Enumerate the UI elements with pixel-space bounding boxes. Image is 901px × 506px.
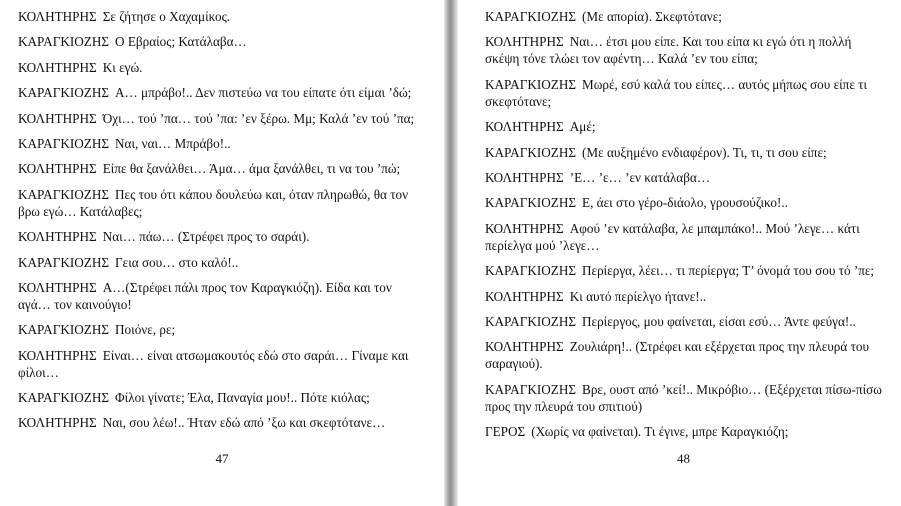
dialogue-line bbox=[18, 8, 426, 25]
speaker-name: ΚΟΛΗΤΗΡΗΣ bbox=[18, 347, 97, 363]
speaker-name: ΚΟΛΗΤΗΡΗΣ bbox=[18, 59, 97, 75]
dialogue-text: (Με αυξημένο ενδιαφέρον). Τι, τι, τι σου είπε; bbox=[582, 144, 827, 160]
speaker-name: ΚΑΡΑΓΚΙΟΖΗΣ bbox=[18, 135, 110, 151]
dialogue-text: Ναι… πάω… (Στρέφει προς το σαράι). bbox=[102, 229, 310, 245]
dialogue-line bbox=[18, 321, 426, 338]
dialogue-line bbox=[485, 8, 887, 25]
dialogue-line bbox=[18, 160, 426, 177]
dialogue-text: Κι αυτό περίελγο ήτανε!.. bbox=[569, 288, 707, 304]
dialogue-line bbox=[18, 33, 426, 50]
speaker-name: ΚΑΡΑΓΚΙΟΖΗΣ bbox=[485, 195, 577, 211]
speaker-name: ΚΑΡΑΓΚΙΟΖΗΣ bbox=[18, 186, 110, 202]
dialogue-line bbox=[18, 110, 426, 127]
dialogue-text: Ο Εβραίος; Κατάλαβα… bbox=[115, 34, 247, 50]
page-number: 47 bbox=[215, 451, 229, 466]
speaker-name: ΚΑΡΑΓΚΙΟΖΗΣ bbox=[18, 254, 110, 270]
left-page bbox=[0, 0, 444, 506]
dialogue-line bbox=[485, 169, 887, 186]
dialogue-line bbox=[18, 135, 426, 152]
speaker-name: ΚΟΛΗΤΗΡΗΣ bbox=[485, 339, 564, 355]
dialogue-line bbox=[18, 228, 426, 245]
dialogue-line bbox=[485, 33, 887, 67]
dialogue-text: Περίεργος, μου φαίνεται, είσαι εσύ… Άντε φεύγα!.. bbox=[582, 313, 856, 329]
dialogue-text: Είναι… είναι ατσωμακουτός εδώ στο σαράι… Γίναμε και φίλοι… bbox=[18, 347, 409, 380]
dialogue-text: Α…(Στρέφει πάλι προς τον Καραγκιόζη). Είδα και τον αγά… τον καινούγιο! bbox=[18, 279, 392, 312]
dialogue-text: Φίλοι γίνατε; Έλα, Παναγία μου!.. Πότε κιόλας; bbox=[115, 390, 370, 406]
dialogue-line bbox=[485, 76, 887, 110]
speaker-name: ΚΑΡΑΓΚΙΟΖΗΣ bbox=[485, 313, 577, 329]
dialogue-text: Ναι, σου λέω!.. Ήταν εδώ από ’ξω και σκεφτότανε… bbox=[102, 415, 386, 431]
dialogue-line bbox=[485, 288, 887, 305]
dialogue-text: Σε ζήτησε ο Χαχαμίκος. bbox=[102, 9, 231, 24]
dialogue-line bbox=[485, 118, 887, 135]
dialogue-text: Ζουλιάρη!.. (Στρέφει και εξέρχεται προς την πλευρά του σαραγιού). bbox=[485, 339, 869, 372]
speaker-name: ΚΟΛΗΤΗΡΗΣ bbox=[485, 220, 564, 236]
dialogue-text: Όχι… τού ’πα… τού ’πα: ’εν ξέρω. Μμ; Καλά ’εν τού ’πα; bbox=[102, 110, 415, 126]
speaker-name: ΚΟΛΗΤΗΡΗΣ bbox=[485, 34, 564, 50]
dialogue-text: Περίεργα, λέει… τι περίεργα; Τ’ όνομά του σου τό ’πε; bbox=[582, 263, 875, 279]
dialogue-line bbox=[485, 262, 887, 279]
speaker-name: ΚΑΡΑΓΚΙΟΖΗΣ bbox=[485, 9, 577, 24]
dialogue-text: Πες του ότι κάπου δουλεύω και, όταν πληρωθώ, θα τον βρω εγώ… Κατάλαβες; bbox=[18, 186, 409, 219]
dialogue-text: Βρε, ουστ από ’κεί!.. Μικρόβιο… (Εξέρχεται πίσω-πίσω προς την πλευρά του σπιτιού) bbox=[485, 381, 882, 414]
dialogue-text: Κι εγώ. bbox=[102, 59, 143, 75]
dialogue-line bbox=[485, 220, 887, 254]
right-page bbox=[458, 0, 901, 506]
speaker-name: ΚΟΛΗΤΗΡΗΣ bbox=[485, 119, 564, 135]
dialogue-text: Γεια σου… στο καλό!.. bbox=[115, 254, 239, 270]
dialogue-line bbox=[18, 186, 426, 220]
speaker-name: ΚΑΡΑΓΚΙΟΖΗΣ bbox=[18, 34, 110, 50]
dialogue-text: Μωρέ, εσύ καλά του είπες… αυτός μήπως σου είπε τι σκεφτότανε; bbox=[485, 76, 867, 109]
speaker-name: ΚΟΛΗΤΗΡΗΣ bbox=[18, 161, 97, 177]
book-gutter bbox=[444, 0, 458, 506]
dialogue-line bbox=[485, 423, 887, 440]
dialogue-text: (Χωρίς να φαίνεται). Τι έγινε, μπρε Καραγκιόζη; bbox=[531, 424, 789, 440]
left-page-text bbox=[18, 8, 426, 440]
dialogue-line bbox=[485, 338, 887, 372]
speaker-name: ΚΟΛΗΤΗΡΗΣ bbox=[18, 415, 97, 431]
dialogue-line bbox=[485, 194, 887, 211]
dialogue-text: (Με απορία). Σκεφτότανε; bbox=[582, 9, 722, 24]
dialogue-line bbox=[18, 279, 426, 313]
dialogue-text: ’Ε… ’ε… ’εν κατάλαβα… bbox=[569, 169, 711, 185]
speaker-name: ΚΑΡΑΓΚΙΟΖΗΣ bbox=[18, 390, 110, 406]
dialogue-line bbox=[485, 144, 887, 161]
speaker-name: ΚΑΡΑΓΚΙΟΖΗΣ bbox=[485, 144, 577, 160]
dialogue-text: Α… μπράβο!.. Δεν πιστεύω να του είπατε ότι είμαι ’δώ; bbox=[115, 85, 412, 101]
dialogue-text: Αμέ; bbox=[569, 119, 596, 135]
dialogue-line bbox=[18, 59, 426, 76]
dialogue-text: Ναι, ναι… Μπράβο!.. bbox=[115, 135, 231, 151]
speaker-name: ΚΟΛΗΤΗΡΗΣ bbox=[18, 110, 97, 126]
speaker-name: ΚΑΡΑΓΚΙΟΖΗΣ bbox=[485, 263, 577, 279]
speaker-name: ΚΟΛΗΤΗΡΗΣ bbox=[485, 169, 564, 185]
speaker-name: ΚΟΛΗΤΗΡΗΣ bbox=[485, 288, 564, 304]
speaker-name: ΚΟΛΗΤΗΡΗΣ bbox=[18, 9, 97, 24]
dialogue-line bbox=[485, 381, 887, 415]
dialogue-line bbox=[18, 84, 426, 101]
speaker-name: ΚΟΛΗΤΗΡΗΣ bbox=[18, 279, 97, 295]
dialogue-line bbox=[18, 389, 426, 406]
dialogue-text: Ποιόνε, ρε; bbox=[115, 322, 176, 338]
dialogue-text: Αφού ’εν κατάλαβα, λε μπαμπάκο!.. Μού ’λεγε… κάτι περίελγα μού ’λεγε… bbox=[485, 220, 860, 253]
dialogue-line bbox=[18, 347, 426, 381]
speaker-name: ΚΑΡΑΓΚΙΟΖΗΣ bbox=[18, 85, 110, 101]
dialogue-text: Ε, άει στο γέρο-διάολο, γρουσούζικο!.. bbox=[582, 195, 788, 211]
speaker-name: ΚΟΛΗΤΗΡΗΣ bbox=[18, 229, 97, 245]
speaker-name: ΚΑΡΑΓΚΙΟΖΗΣ bbox=[18, 322, 110, 338]
right-page-text bbox=[485, 8, 887, 448]
page-number: 48 bbox=[677, 451, 690, 466]
dialogue-text: Είπε θα ξανάλθει… Άμα… άμα ξανάλθει, τι να του ’πώ; bbox=[102, 161, 401, 177]
speaker-name: ΚΑΡΑΓΚΙΟΖΗΣ bbox=[485, 76, 577, 92]
dialogue-line bbox=[18, 254, 426, 271]
speaker-name: ΚΑΡΑΓΚΙΟΖΗΣ bbox=[485, 381, 577, 397]
dialogue-line bbox=[18, 414, 426, 431]
speaker-name: ΓΕΡΟΣ bbox=[485, 424, 526, 440]
dialogue-text: Ναι… έτσι μου είπε. Και του είπα κι εγώ ότι η πολλή σκέψη τόνε τλώει τον αφέντη… Καλά ’εν του είπα; bbox=[485, 34, 852, 67]
dialogue-line bbox=[485, 313, 887, 330]
